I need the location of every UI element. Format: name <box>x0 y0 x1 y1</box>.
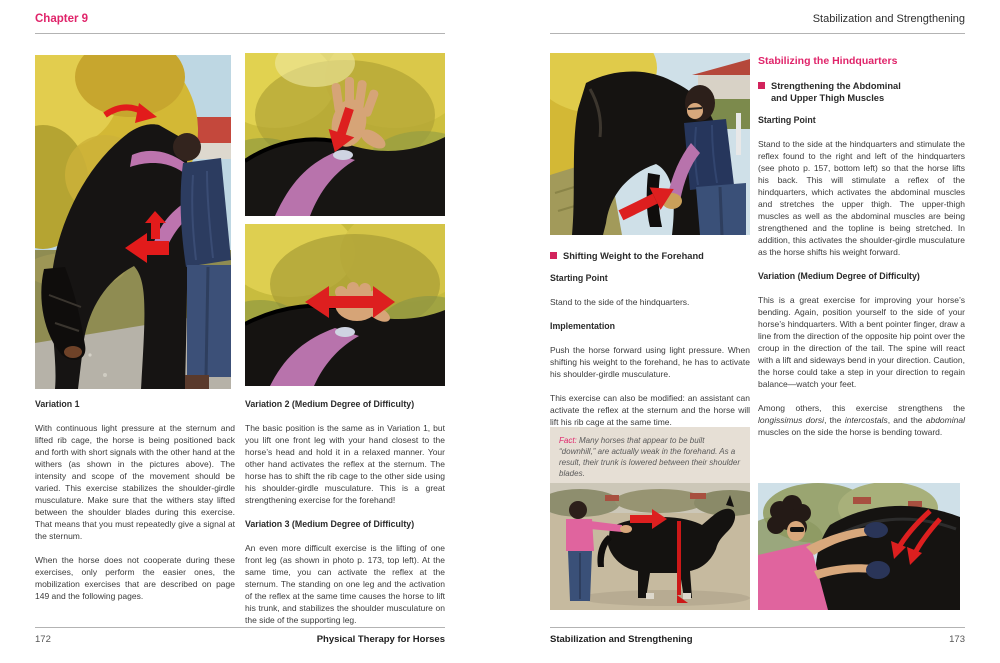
photo-pressing-hand-withers <box>245 224 445 386</box>
fact-box <box>550 427 750 487</box>
variation-3-text: An even more difficult exercise is the lifting of one front leg (as shown in photo p. 173, top left). At the same time, you can activate the reflex at the sternum. The standing on one leg and the activation of the reflex at the same time causes the horse to lift his trunk, and stabilizes the shoulder musculature on the side of the supporting leg. <box>245 543 445 625</box>
cooperation-note-text: When the horse does not cooperate during these exercises, only perform the easier ones, the mobilization exercises that are described on page 149 and the following pages. <box>35 555 235 601</box>
variation-2-heading: Variation 2 (Medium Degree of Difficulty) <box>245 399 415 409</box>
fact-label: Fact: <box>559 436 577 445</box>
photo-croup-line-drawing <box>758 483 960 610</box>
photo-hindquarters-push <box>550 483 750 610</box>
variation-medium-text: This is a great exercise for improving your horse’s bending. Again, position yourself to the side of your horse’s hindquarters. With a bent pointer finger, draw a line from the direction of the opposite hip point over the croup in the direction of the tail. The spine will react with a lift and sideways bend in your direction. Caution, the horse could take a step in your direction to regain balance—watch your feet. <box>758 295 965 389</box>
implementation-text: Push the horse forward using light pressure. When shifting his weight to the forehand, he has to activate his shoulder-girdle musculature. <box>550 345 750 379</box>
among-others-text: Among others, this exercise strengthens the longissimus dorsi, the intercostals, and the abdominal muscles on the side the horse is bending toward. <box>758 403 965 437</box>
header-rule-right <box>550 33 965 34</box>
section-bullet-icon <box>758 82 765 89</box>
variation-1-text: With continuous light pressure at the sternum and lifted rib cage, the horse is being positioned back and forth with short signals with the other hand at the withers (as shown in the pictures above). The intensity and scope of the movement should be varied. This exercise stabilizes the shoulder-girdle musculature. Make sure that the withers stay lifted between the shoulder blades during this exercise. That means that you must repeatedly give a signal at the sternum. <box>35 423 235 541</box>
strengthening-abdominal-subheading <box>758 80 965 104</box>
variation-2-text: The basic position is the same as in Variation 1, but you lift one front leg with your hand closest to the horse’s head and hold it in a relaxed manner. Your other hand activates the reflex at the sternum. The horse has to shift the rib cage to the other side using his shoulder-girdle musculature. This is a great strengthening exercise for the forehand! <box>245 423 445 505</box>
starting-point-text: Stand to the side of the hindquarters. <box>550 297 690 307</box>
running-header-right: Stabilization and Strengthening <box>812 13 965 25</box>
photo-open-hand-withers <box>245 53 445 216</box>
header-rule-left <box>35 33 445 34</box>
implementation-heading: Implementation <box>550 321 616 331</box>
starting-point-heading: Starting Point <box>550 273 608 283</box>
right-column-1 <box>550 250 750 440</box>
variation-3-heading: Variation 3 (Medium Degree of Difficulty) <box>245 519 415 529</box>
footer-rule-right <box>550 627 965 628</box>
starting-point-text-2: Stand to the side at the hindquarters and stimulate the reflex found to the right and left of the hindquarters (see photo p. 157, bottom left) so that the horse lifts his back. This will stimulate a reflex of the hindquarters, which activates the abdominal muscles and stretches the upper thigh. The upper-thigh muscles as well as the abdominal muscles are being strengthened and the topline is being stretched. In addition, this activates the shoulder-girdle musculature as the horse shifts his weight forward. <box>758 139 965 257</box>
subheading-line-1: Strengthening the Abdominal <box>771 81 901 91</box>
left-column-2 <box>245 398 445 638</box>
subheading-line-2: and Upper Thigh Muscles <box>771 93 885 103</box>
variation-1-heading: Variation 1 <box>35 399 80 409</box>
right-column-2 <box>758 55 965 450</box>
section-bullet-icon <box>550 252 557 259</box>
page-number-right: 173 <box>949 634 965 645</box>
chapter-title-footer: Stabilization and Strengthening <box>550 634 693 645</box>
variation-medium-heading: Variation (Medium Degree of Difficulty) <box>758 271 920 281</box>
modification-text: This exercise can also be modified: an assistant can activate the reflex at the sternum and the horse will lift his rib cage at the same time. <box>550 393 750 427</box>
photo-sternum-lift-exercise <box>35 55 231 389</box>
stabilizing-hindquarters-heading: Stabilizing the Hindquarters <box>758 55 898 67</box>
chapter-header: Chapter 9 <box>35 13 89 25</box>
footer-rule-left <box>35 627 445 628</box>
starting-point-heading-2: Starting Point <box>758 115 816 125</box>
left-column-1 <box>35 398 235 614</box>
shifting-weight-subheading: Shifting Weight to the Forehand <box>550 250 750 262</box>
fact-text: Many horses that appear to be built “downhill,” are actually weak in the forehand. As a result, their trunk is lowered between their shoulder blades. <box>559 436 740 478</box>
book-title-footer: Physical Therapy for Horses <box>316 634 445 645</box>
photo-leg-lift-exercise <box>550 53 750 235</box>
page-number-left: 172 <box>35 634 51 645</box>
